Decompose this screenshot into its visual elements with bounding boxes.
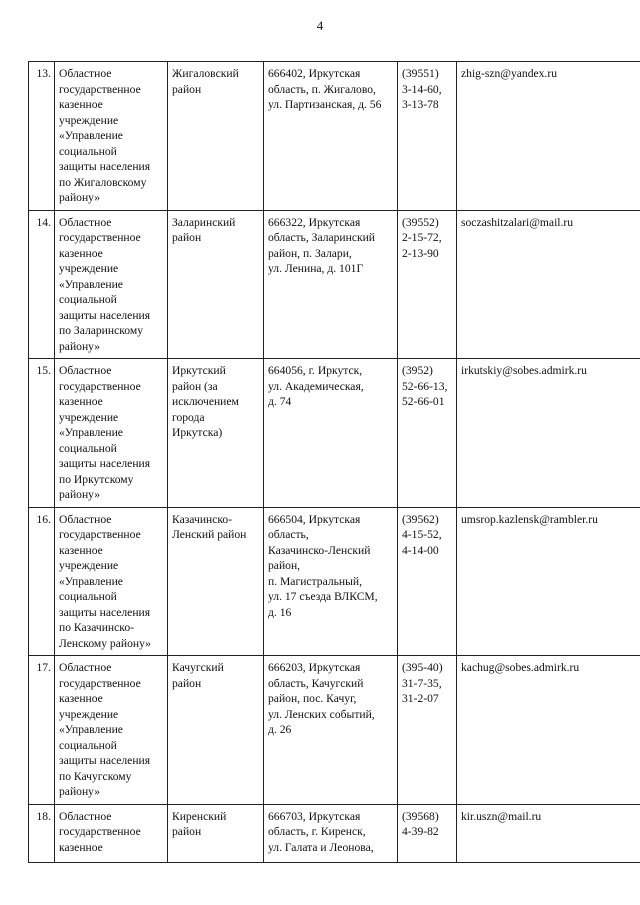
phone: (39562) 4-15-52, 4-14-00	[398, 507, 457, 656]
email[interactable]: soczashitzalari@mail.ru	[457, 210, 640, 359]
row-number: 16.	[29, 507, 55, 656]
district: Заларинский район	[168, 210, 264, 359]
district: Качугский район	[168, 656, 264, 805]
institution-name: Областное государственное казенное учреждение «Управление социальной защиты населения по Иркутскому району»	[55, 359, 168, 508]
phone: (39551) 3-14-60, 3-13-78	[398, 62, 457, 211]
row-number: 17.	[29, 656, 55, 805]
address: 666703, Иркутская область, г. Киренск, ул. Галата и Леонова,	[264, 804, 398, 862]
address: 666504, Иркутская область, Казачинско-Ленский район, п. Магистральный, ул. 17 съезда ВЛКСМ, д. 16	[264, 507, 398, 656]
email[interactable]: umsrop.kazlensk@rambler.ru	[457, 507, 640, 656]
district: Жигаловский район	[168, 62, 264, 211]
table-row	[29, 210, 640, 359]
institution-name: Областное государственное казенное учреждение «Управление социальной защиты населения по Качугскому району»	[55, 656, 168, 805]
table-row	[29, 656, 640, 805]
phone: (3952) 52-66-13, 52-66-01	[398, 359, 457, 508]
phone: (39568) 4-39-82	[398, 804, 457, 862]
district: Киренский район	[168, 804, 264, 862]
address: 666402, Иркутская область, п. Жигалово, ул. Партизанская, д. 56	[264, 62, 398, 211]
institution-name: Областное государственное казенное учреждение «Управление социальной защиты населения по Заларинскому району»	[55, 210, 168, 359]
table-row	[29, 62, 640, 211]
institution-name: Областное государственное казенное учреждение «Управление социальной защиты населения по Жигаловскому району»	[55, 62, 168, 211]
phone: (39552) 2-15-72, 2-13-90	[398, 210, 457, 359]
district: Казачинско- Ленский район	[168, 507, 264, 656]
email[interactable]: kachug@sobes.admirk.ru	[457, 656, 640, 805]
row-number: 14.	[29, 210, 55, 359]
table-row	[29, 507, 640, 656]
phone: (395-40) 31-7-35, 31-2-07	[398, 656, 457, 805]
row-number: 13.	[29, 62, 55, 211]
address: 666203, Иркутская область, Качугский район, пос. Качуг, ул. Ленских событий, д. 26	[264, 656, 398, 805]
address: 664056, г. Иркутск, ул. Академическая, д. 74	[264, 359, 398, 508]
district: Иркутский район (за исключением города Иркутска)	[168, 359, 264, 508]
institutions-table	[28, 61, 640, 863]
address: 666322, Иркутская область, Заларинский район, п. Залари, ул. Ленина, д. 101Г	[264, 210, 398, 359]
institution-name: Областное государственное казенное	[55, 804, 168, 862]
email[interactable]: irkutskiy@sobes.admirk.ru	[457, 359, 640, 508]
row-number: 15.	[29, 359, 55, 508]
page-number: 4	[316, 18, 324, 33]
institution-name: Областное государственное казенное учреждение «Управление социальной защиты населения по Казачинско- Ленскому району»	[55, 507, 168, 656]
table-row	[29, 804, 640, 862]
table-row	[29, 359, 640, 508]
email[interactable]: kir.uszn@mail.ru	[457, 804, 640, 862]
email[interactable]: zhig-szn@yandex.ru	[457, 62, 640, 211]
row-number: 18.	[29, 804, 55, 862]
